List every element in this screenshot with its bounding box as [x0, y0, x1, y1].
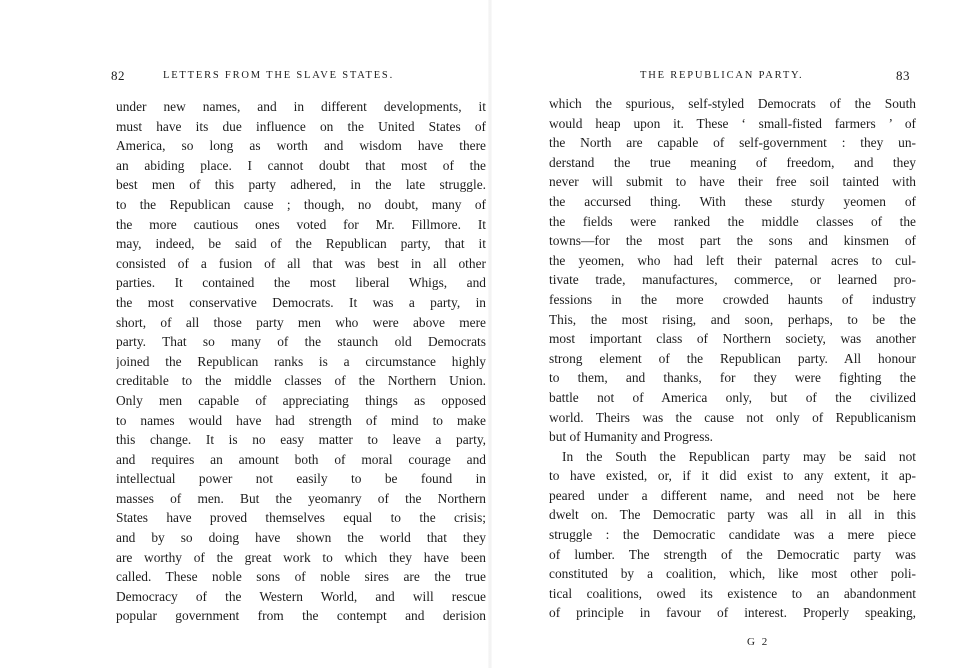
text-line: intellectual power not easily to be found in	[116, 471, 486, 487]
text-line: of lumber. The strength of the Democratic party was	[549, 546, 916, 562]
text-line: which the spurious, self-styled Democrats of the South	[549, 96, 916, 111]
text-line: to them, and thanks, for they were fighting the	[549, 370, 916, 386]
text-line: joined the Republican ranks is a circumstance highly	[116, 353, 486, 369]
text-line: the fields were ranked the middle classes of the	[549, 213, 916, 229]
text-line: never will submit to have their free soil tainted with	[549, 174, 916, 190]
left-page-header	[111, 68, 471, 88]
text-line: the North are capable of self-government : they un-	[549, 135, 916, 151]
right-page-header	[640, 68, 910, 88]
text-line: dwelt on. The Democratic party was all in all in this	[549, 507, 916, 523]
right-page-number: 83	[896, 68, 910, 83]
left-running-head: LETTERS FROM THE SLAVE STATES.	[163, 70, 394, 81]
left-page-number: 82	[111, 68, 125, 83]
text-line: best men of this party adhered, in the late struggle.	[116, 177, 486, 193]
text-line: In the South the Republican party may be said not	[562, 448, 916, 464]
text-line: parties. It contained the most liberal Whigs, and	[116, 275, 486, 291]
text-line: the more cautious ones voted for Mr. Fillmore. It	[116, 216, 486, 232]
text-line: short, of all those party men who were above mere	[116, 314, 486, 330]
text-line: to have existed, or, if it did exist to any extent, it ap-	[549, 468, 916, 484]
text-line: battle not of America only, but of the civilized	[549, 389, 916, 405]
text-line: may, indeed, be said of the Republican party, that it	[116, 236, 486, 252]
text-line: called. These noble sons of noble sires are the true	[116, 569, 486, 585]
right-running-head: THE REPUBLICAN PARTY.	[640, 70, 804, 81]
text-line: world. Theirs was the cause not only of Republicanism	[549, 409, 916, 425]
text-line: Only men capable of appreciating things as opposed	[116, 392, 486, 408]
text-line: an abiding place. I cannot doubt that most of the	[116, 157, 486, 173]
text-line: popular government from the contempt and derision	[116, 608, 486, 624]
text-line: the accursed thing. With these sturdy yeomen of	[549, 193, 916, 209]
left-body-text	[116, 97, 486, 626]
text-line: under new names, and in different developments, it	[116, 99, 486, 114]
text-line: of principle in favour of interest. Properly speaking,	[549, 605, 916, 621]
right-page	[490, 0, 980, 668]
text-line: States have proved themselves equal to the crisis;	[116, 510, 486, 526]
text-line: Democracy of the Western World, and will rescue	[116, 588, 486, 604]
text-line: towns—for the most part the sons and kinsmen of	[549, 233, 916, 249]
text-line: but of Humanity and Progress.	[549, 429, 714, 445]
text-line: constituted by a coalition, which, like most other poli-	[549, 566, 916, 582]
text-line: most important class of Northern society, was another	[549, 331, 916, 347]
text-line: and by so doing have shown the world that they	[116, 530, 486, 546]
text-line: party. That so many of the staunch old Democrats	[116, 334, 486, 350]
text-line: and requires an amount both of moral courage and	[116, 451, 486, 467]
text-line: must have its due influence on the United States of	[116, 118, 486, 134]
text-line: to names would have had strength of mind to make	[116, 412, 486, 428]
text-line: peared under a different name, and need not be here	[549, 487, 916, 503]
signature-mark: G 2	[747, 636, 770, 648]
text-line: consisted of a fusion of all that was best in all other	[116, 255, 486, 271]
text-line: America, so long as worth and wisdom have there	[116, 138, 486, 154]
text-line: This, the most rising, and soon, perhaps, to be the	[549, 311, 916, 327]
text-line: the most conservative Democrats. It was a party, in	[116, 294, 486, 310]
text-line: would heap upon it. These ‘ small-fisted farmers ’ of	[549, 115, 916, 131]
text-line: strong element of the Republican party. All honour	[549, 350, 916, 366]
text-line: to the Republican cause ; though, no doubt, many of	[116, 196, 486, 212]
text-line: masses of men. But the yeomanry of the Northern	[116, 490, 486, 506]
text-line: this change. It is no easy matter to leave a party,	[116, 432, 486, 448]
text-line: the yeomen, who had left their paternal acres to cul-	[549, 252, 916, 268]
text-line: fessions in the more crowded haunts of industry	[549, 291, 916, 307]
text-line: tical coalitions, owed its existence to an abandonment	[549, 585, 916, 601]
text-line: tivate trade, manufactures, commerce, or learned pro-	[549, 272, 916, 288]
text-line: creditable to the middle classes of the Northern Union.	[116, 373, 486, 389]
text-line: are worthy of the great work to which they have been	[116, 549, 486, 565]
right-body-text	[549, 94, 916, 623]
text-line: derstand the true meaning of freedom, and they	[549, 154, 916, 170]
text-line: struggle : the Democratic candidate was a mere piece	[549, 527, 916, 543]
